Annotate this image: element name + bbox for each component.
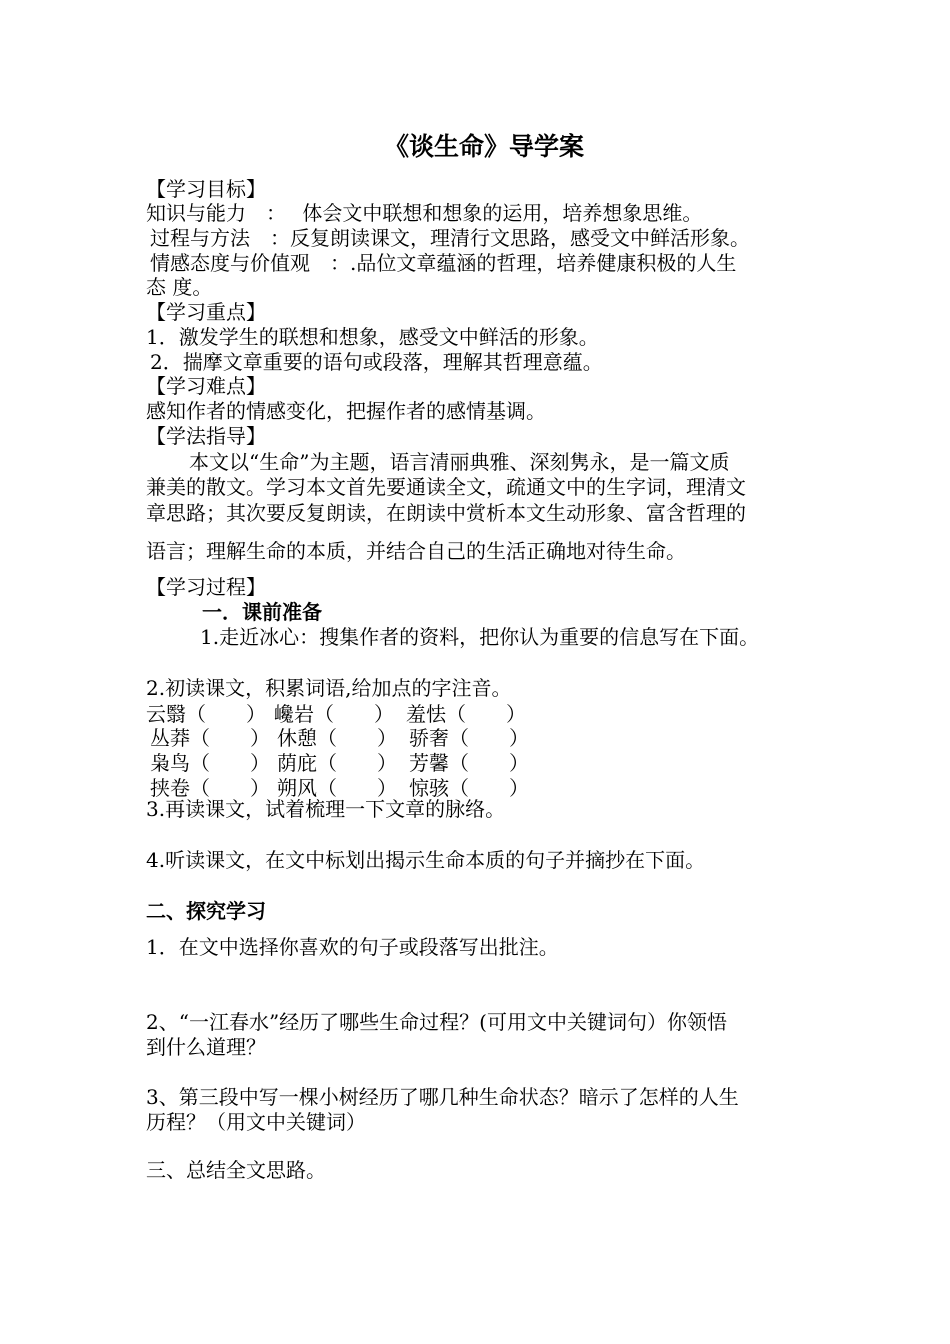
method-line-2: 兼美的散文。学习本文首先要通读全文，疏通文中的生字词，理清文 (146, 475, 746, 499)
section-1-heading: 一．课前准备 (202, 600, 322, 624)
focus-item-2: 2．揣摩文章重要的语句或段落，理解其哲理意蕴。 (150, 350, 603, 374)
explore-question-3-line1: 3、第三段中写一棵小树经历了哪几种生命状态？暗示了怎样的人生 (146, 1085, 739, 1109)
prep-question-2: 2.初读课文，积累词语,给加点的字注音。 (146, 676, 512, 700)
goals-heading: 【学习目标】 (146, 177, 266, 201)
focus-item-1: 1．激发学生的联想和想象，感受文中鲜活的形象。 (146, 325, 599, 349)
vocab-item: 荫庇（ ） (277, 751, 397, 775)
goal-emotion-line1: 情感态度与价值观 ：.品位文章蕴涵的哲理，培养健康积极的人生 (150, 251, 737, 275)
goal-process: 过程与方法 ：反复朗读课文，理清行文思路，感受文中鲜活形象。 (150, 226, 750, 250)
prep-question-1: 1.走近冰心：搜集作者的资料，把你认为重要的信息写在下面。 (200, 625, 760, 649)
page-title: 《谈生命》导学案 (384, 132, 585, 161)
prep-question-4: 4.听读课文，在文中标划出揭示生命本质的句子并摘抄在下面。 (146, 848, 706, 872)
vocab-item: 巉岩（ ） (274, 702, 394, 726)
vocab-item: 朔风（ ） (277, 776, 397, 800)
explore-question-1: 1．在文中选择你喜欢的句子或段落写出批注。 (146, 935, 559, 959)
difficulty-text: 感知作者的情感变化，把握作者的感情基调。 (146, 399, 546, 423)
method-heading: 【学法指导】 (146, 424, 266, 448)
goal-knowledge: 知识与能力 ： 体会文中联想和想象的运用，培养想象思维。 (146, 201, 703, 225)
goal-emotion-line2: 态 度。 (146, 275, 213, 299)
explore-question-3-line2: 历程？（用文中关键词） (146, 1110, 366, 1134)
vocab-item: 骄奢（ ） (409, 726, 529, 750)
vocab-item: 羞怯（ ） (406, 702, 526, 726)
section-3-heading: 三、总结全文思路。 (146, 1158, 326, 1182)
difficulty-heading: 【学习难点】 (146, 374, 266, 398)
vocab-item: 休憩（ ） (277, 726, 397, 750)
focus-heading: 【学习重点】 (146, 300, 266, 324)
explore-question-2-line2: 到什么道理？ (146, 1035, 266, 1059)
method-line-4: 语言；理解生命的本质，并结合自己的生活正确地对待生命。 (146, 539, 686, 563)
vocab-item: 丛莽（ ） (150, 726, 270, 750)
explore-question-2-line1: 2、“一江春水”经历了哪些生命过程？(可用文中关键词句）你领悟 (146, 1010, 727, 1034)
process-heading: 【学习过程】 (146, 575, 266, 599)
vocab-item: 芳馨（ ） (409, 751, 529, 775)
prep-question-3: 3.再读课文，试着梳理一下文章的脉络。 (146, 797, 506, 821)
method-line-3: 章思路；其次要反复朗读，在朗读中赏析本文生动形象、富含哲理的 (146, 501, 746, 525)
method-line-1: 本文以“生命”为主题，语言清丽典雅、深刻隽永，是一篇文质 (189, 450, 730, 474)
vocab-item: 枭鸟（ ） (150, 751, 270, 775)
vocab-item: 云翳（ ） (146, 702, 266, 726)
section-2-heading: 二、探究学习 (146, 899, 266, 923)
vocab-item: 挟卷（ ） (150, 776, 270, 800)
vocab-item: 惊骇（ ） (409, 776, 529, 800)
